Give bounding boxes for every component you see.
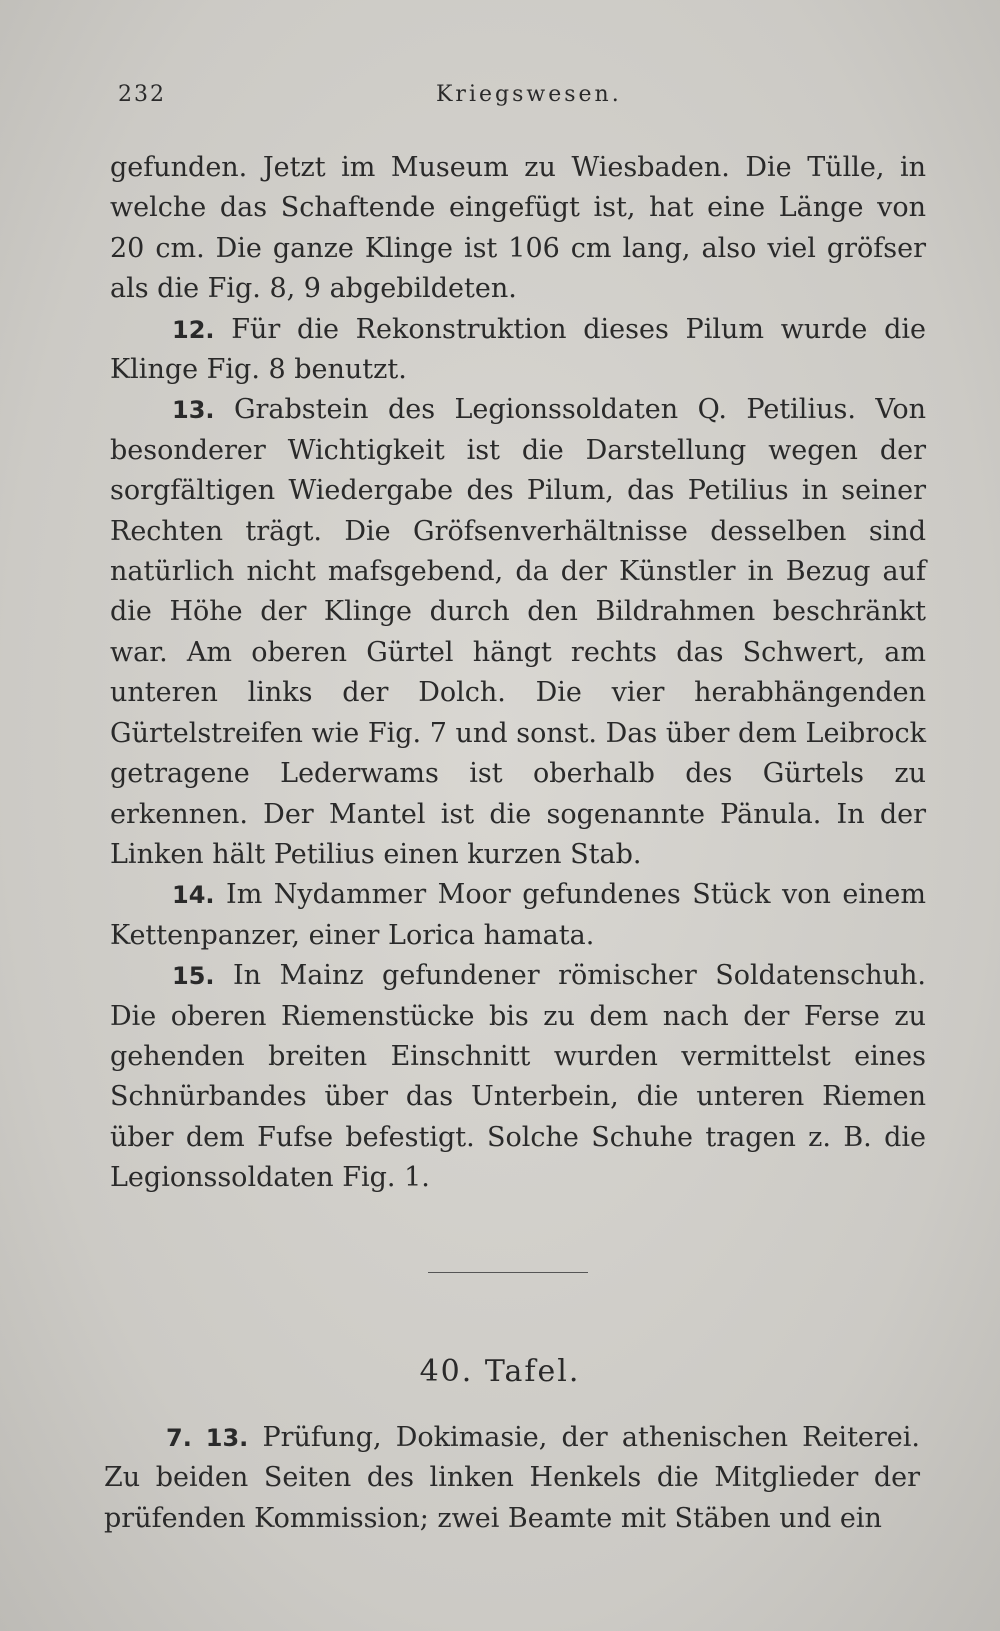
- paragraph-12: [110, 310, 926, 391]
- paragraph-text: Im Nydammer Moor gefundenes Stück von einem Kettenpanzer, einer Lorica hamata.: [110, 879, 926, 951]
- paragraph-text: Grabstein des Legionssoldaten Q. Petilius. Von besonderer Wichtigkeit ist die Darstellung wegen der sorgfältigen Wiedergabe des Pilum, das Petilius in seiner Rechten trägt. Die Gröfsenverhältnisse desselben sind natürlich nicht mafsgebend, da der Künstler in Bezug auf die Höhe der Klinge durch den Bildrahmen beschränkt war. Am oberen Gürtel hängt rechts das Schwert, am unteren links der Dolch. Die vier herabhängenden Gürtelstreifen wie Fig. 7 und sonst. Das über dem Leibrock getragene Lederwams ist oberhalb des Gürtels zu erkennen. Der Mantel ist die sogenannte Pänula. In der Linken hält Petilius einen kurzen Stab.: [110, 394, 926, 870]
- paragraph-13: [110, 390, 926, 875]
- paragraph-7-13: [104, 1418, 920, 1539]
- paragraph-number: 12.: [172, 315, 215, 344]
- page-number: 232: [118, 82, 166, 107]
- section-heading: 40. Tafel.: [419, 1354, 581, 1389]
- section-body-text: [104, 1418, 920, 1539]
- paragraph-continuation: [110, 148, 926, 310]
- body-text: [110, 148, 926, 1199]
- paragraph-text: Prüfung, Dokimasie, der athenischen Reiterei. Zu beiden Seiten des linken Henkels die Mitglieder der prüfenden Kommission; zwei Beamte mit Stäben und ein: [104, 1422, 920, 1534]
- paragraph-text: Für die Rekonstruktion dieses Pilum wurde die Klinge Fig. 8 benutzt.: [110, 313, 927, 386]
- paragraph-number: 13.: [172, 396, 215, 425]
- paragraph-text: gefunden. Jetzt im Museum zu Wiesbaden. Die Tülle, in welche das Schaftende eingefügt ist, hat eine Länge von 20 cm. Die ganze Klinge ist 106 cm lang, also viel gröfser als die Fig. 8, 9 abgebildeten.: [110, 152, 926, 305]
- paragraph-number: 7. 13.: [166, 1424, 249, 1452]
- running-head: [118, 82, 918, 116]
- paragraph-14: [110, 875, 926, 956]
- paragraph-number: 14.: [172, 881, 215, 910]
- running-title: Kriegswesen.: [436, 82, 622, 107]
- paragraph-15: [110, 956, 926, 1198]
- paragraph-number: 15.: [172, 962, 215, 991]
- paragraph-text: In Mainz gefundener römischer Soldatenschuh. Die oberen Riemenstücke bis zu dem nach der Ferse zu gehenden breiten Einschnitt wurden vermittelst eines Schnürbandes über das Unterbein, die unteren Riemen über dem Fufse befestigt. Solche Schuhe tragen z. B. die Legionssoldaten Fig. 1.: [110, 960, 926, 1194]
- section-divider: [428, 1272, 588, 1273]
